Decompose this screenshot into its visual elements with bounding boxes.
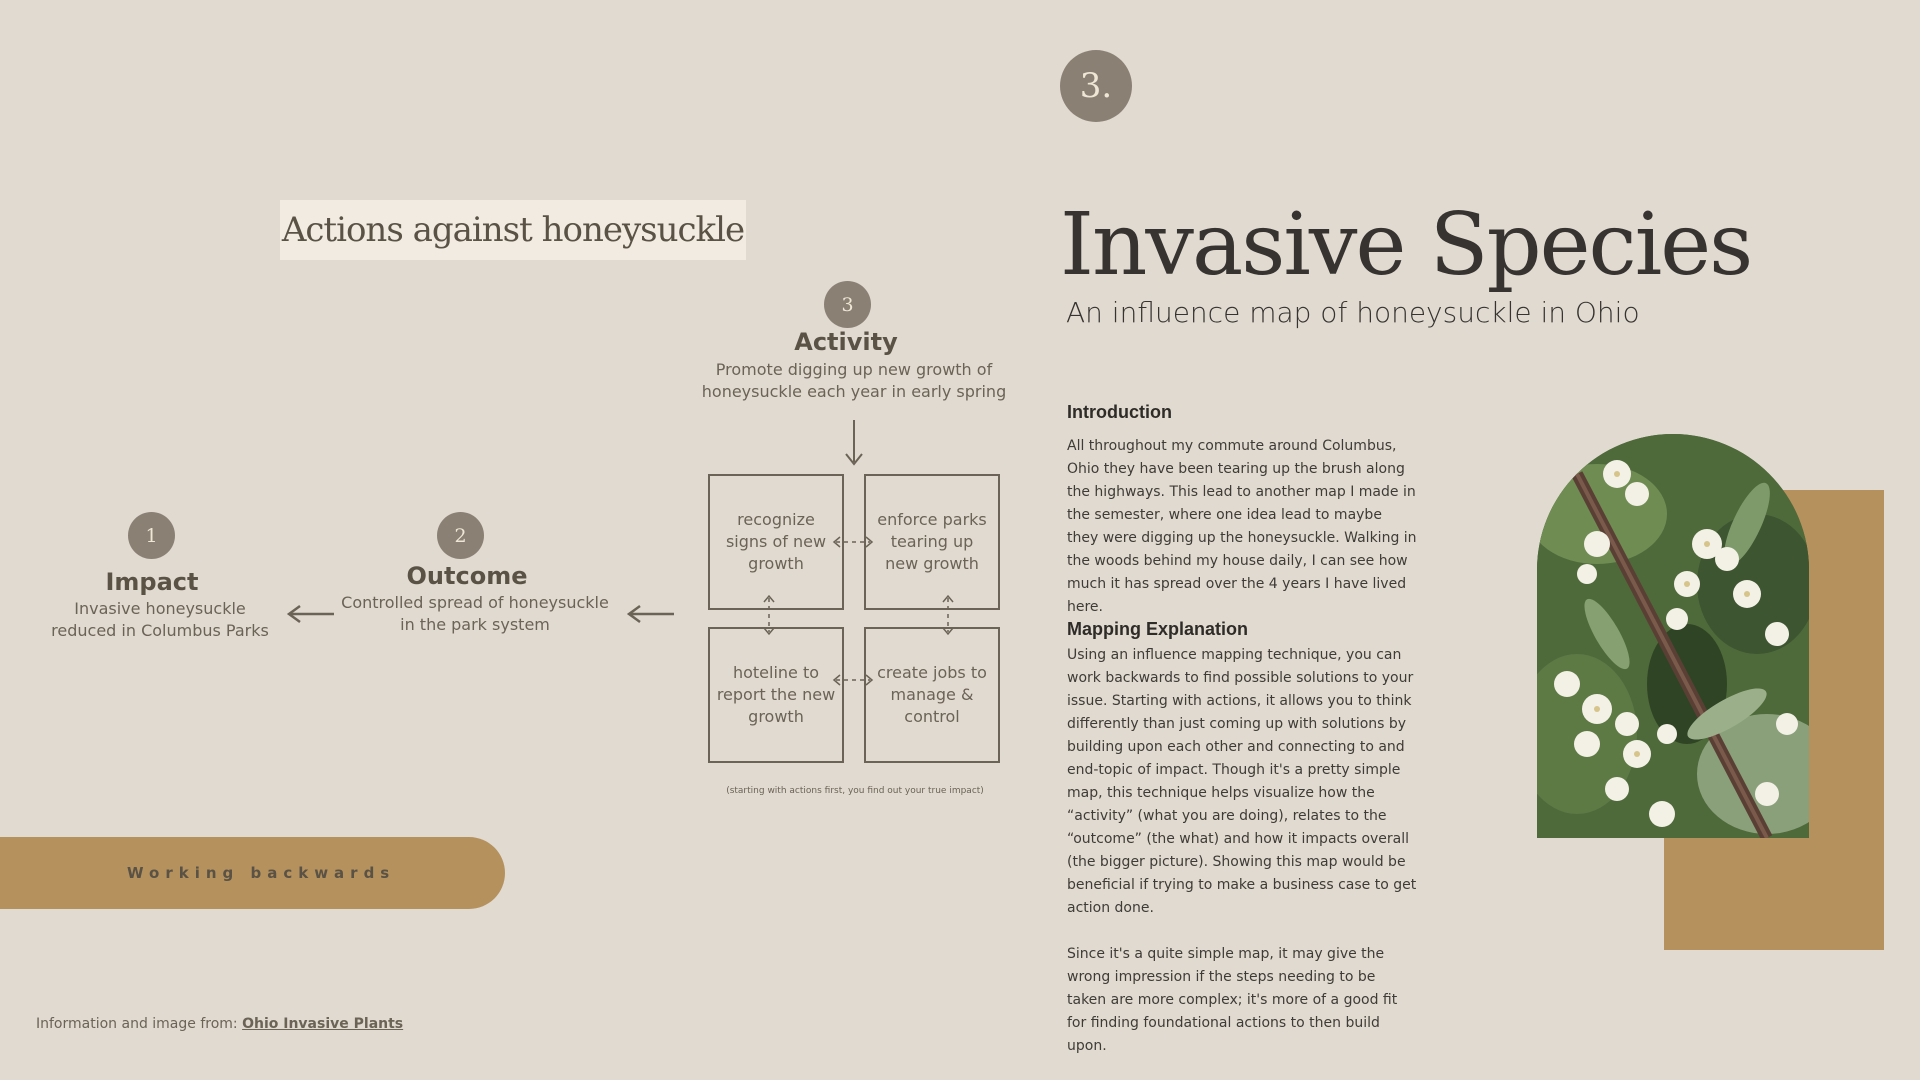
diagram-caption: (starting with actions first, you find out your true impact) [726,786,984,796]
connector-arrow-icon [830,670,876,690]
action-box-hotline: hoteline to report the new growth [708,627,844,763]
outcome-title: Outcome [406,562,528,590]
mapping-explanation-paragraph: Using an influence mapping technique, you can work backwards to find possible solutions to your issue. Starting with actions, it allows you to think differently than just coming up with solutions by building upon each other and connecting to and end-topic of impact. Though it's a pretty simple map, this technique helps visualize how the “activity” (what you are doing), relates to the “outcome” (the what) and how it impacts overall (the bigger picture). Showing this map would be beneficial if trying to make a business case to get action done. [1067,647,1417,916]
outcome-number-badge: 2 [437,512,484,559]
diagram-title: Actions against honeysuckle [280,200,746,260]
impact-number-badge: 1 [128,512,175,559]
down-arrow-icon [844,418,864,468]
left-arrow-icon [286,604,336,624]
action-box-recognize: recognize signs of new growth [708,474,844,610]
impact-description: Invasive honeysuckle reduced in Columbus Parks [51,599,269,640]
connector-arrow-icon [830,532,876,552]
activity-description: Promote digging up new growth of honeysuckle each year in early spring [701,360,1007,401]
source-credit-prefix: Information and image from: [36,1016,243,1032]
working-backwards-banner: Working backwards [0,837,505,909]
action-box-jobs: create jobs to manage & control [864,627,1000,763]
left-arrow-icon [626,604,676,624]
impact-title: Impact [105,568,199,596]
introduction-paragraph: All throughout my commute around Columbus, Ohio they have been tearing up the brush along the highways. This lead to another map I made in the semester, where one idea lead to maybe they were digging up the honeysuckle. Walking in the woods behind my house daily, I can see how much it has spread over the 4 years I have lived here. [1067,438,1417,615]
introduction-heading: Introduction [1067,402,1172,422]
honeysuckle-photo [1537,434,1809,838]
mapping-explanation-heading: Mapping Explanation [1067,619,1249,639]
action-box-enforce: enforce parks tearing up new growth [864,474,1000,610]
source-link[interactable]: Ohio Invasive Plants [242,1016,404,1032]
source-credit [36,1016,403,1032]
activity-number-badge: 3 [824,281,871,328]
step-number-badge: 3. [1060,50,1132,122]
outcome-description: Controlled spread of honeysuckle in the park system [341,593,609,634]
connector-arrow-icon [938,592,958,638]
page-subtitle: An influence map of honeysuckle in Ohio [1066,296,1640,329]
page-title: Invasive Species [1060,195,1752,295]
connector-arrow-icon [759,592,779,638]
activity-title: Activity [794,328,898,356]
mapping-limitation-paragraph: Since it's a quite simple map, it may give the wrong impression if the steps needing to be taken are more complex; it's more of a good fit for finding foundational actions to then build upon. [1067,946,1398,1054]
